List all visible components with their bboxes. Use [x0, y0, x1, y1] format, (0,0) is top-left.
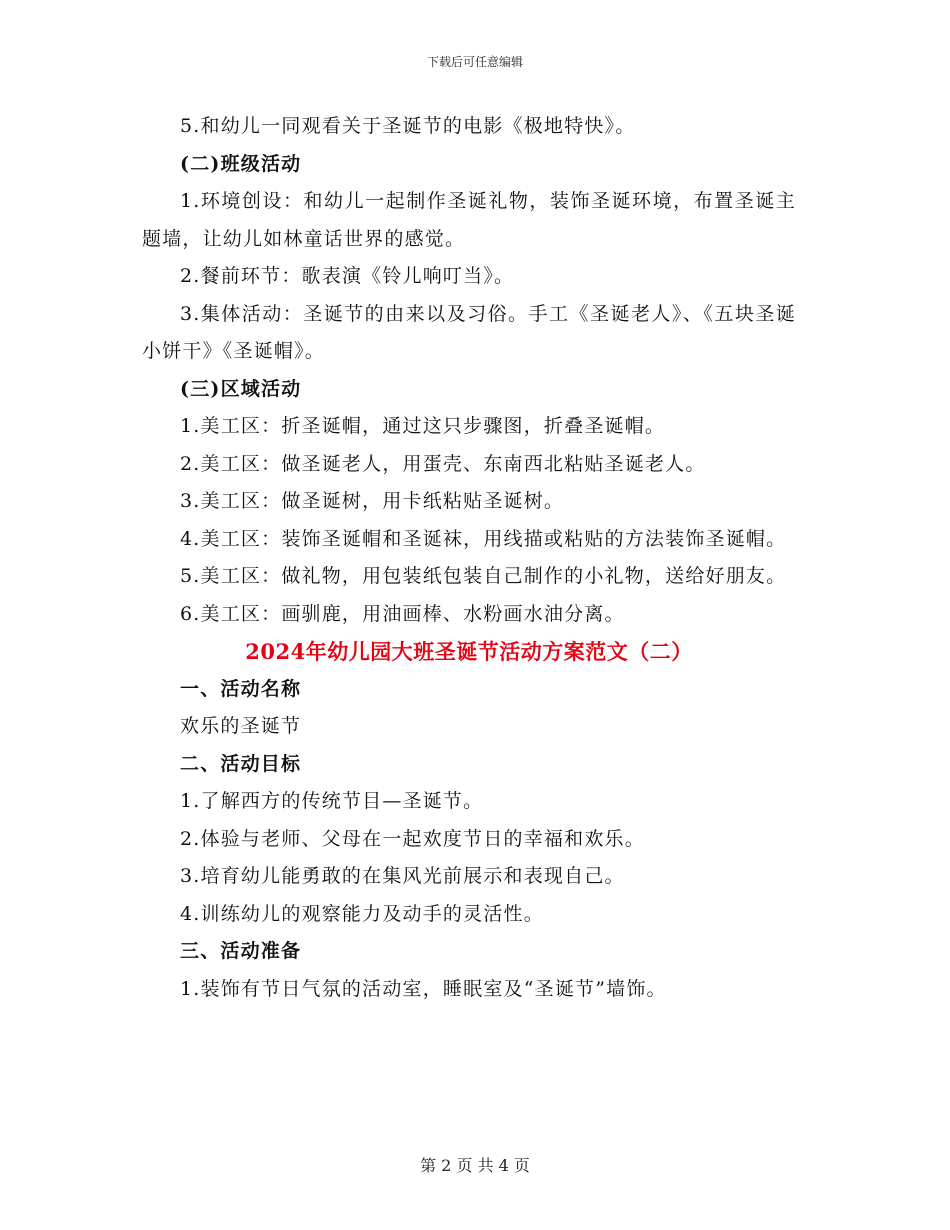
- paragraph: 5.和幼儿一同观看关于圣诞节的电影《极地特快》。: [180, 115, 636, 137]
- paragraph: 1.了解西方的传统节目—圣诞节。: [180, 790, 484, 812]
- paragraph: 1.环境创设：和幼儿一起制作圣诞礼物，装饰圣诞环境，布置圣诞主题墙，让幼儿如林童话世界的感觉。: [142, 190, 796, 250]
- document-body: [142, 108, 796, 1008]
- paragraph: 1.美工区：折圣诞帽，通过这只步骤图，折叠圣诞帽。: [180, 415, 666, 437]
- section-heading: (二)班级活动: [180, 152, 302, 175]
- page-header: 下载后可任意编辑: [426, 55, 523, 69]
- section-heading: (三)区域活动: [180, 377, 302, 400]
- section-heading: 三、活动准备: [180, 940, 302, 962]
- page-footer: 第 2 页 共 4 页: [420, 1156, 530, 1175]
- paragraph: 1.装饰有节日气氛的活动室，睡眠室及“圣诞节”墙饰。: [180, 977, 667, 1000]
- paragraph: 4.美工区：装饰圣诞帽和圣诞袜，用线描或粘贴的方法装饰圣诞帽。: [180, 527, 787, 550]
- paragraph: 2.美工区：做圣诞老人，用蛋壳、东南西北粘贴圣诞老人。: [180, 452, 706, 475]
- section-heading: 二、活动目标: [180, 752, 302, 775]
- section-heading: 一、活动名称: [180, 677, 302, 700]
- paragraph: 2.体验与老师、父母在一起欢度节日的幸福和欢乐。: [180, 827, 645, 850]
- paragraph: 6.美工区：画驯鹿，用油画棒、水粉画水油分离。: [180, 602, 625, 625]
- paragraph: 5.美工区：做礼物，用包装纸包装自己制作的小礼物，送给好朋友。: [180, 565, 787, 587]
- paragraph: 2.餐前环节：歌表演《铃儿响叮当》。: [180, 265, 515, 287]
- document-title: 2024年幼儿园大班圣诞节活动方案范文（二）: [245, 639, 693, 664]
- paragraph: 3.美工区：做圣诞树，用卡纸粘贴圣诞树。: [180, 490, 565, 512]
- paragraph: 3.培育幼儿能勇敢的在集风光前展示和表现自己。: [180, 865, 625, 887]
- paragraph: 欢乐的圣诞节: [180, 715, 302, 737]
- paragraph: 3.集体活动：圣诞节的由来以及习俗。手工《圣诞老人》、《五块圣诞小饼干》《圣诞帽》。: [142, 302, 796, 362]
- paragraph: 4.训练幼儿的观察能力及动手的灵活性。: [180, 902, 544, 925]
